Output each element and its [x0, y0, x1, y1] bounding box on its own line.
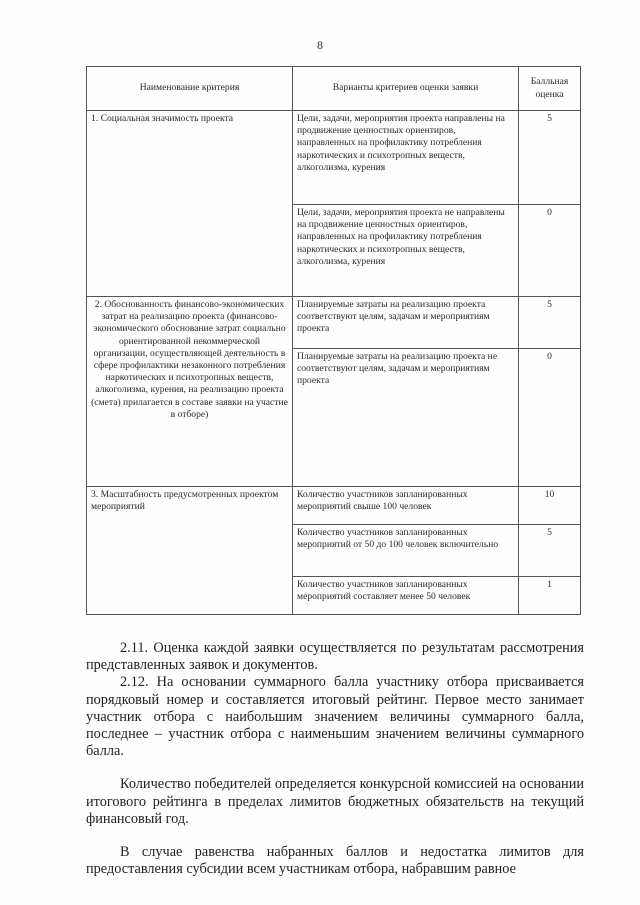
criterion-name: 2. Обоснованность финансово-экономических затрат на реализацию проекта (финансово-экономического обоснование затрат социально ориентированной некоммерческой организации, осуществляющей деятельность в сфере профилактики незаконного потребления наркотических и психотропных веществ, алкоголизма, курения, на реализацию проекта (смета) прилагается в составе заявки на участие в отборе) [87, 297, 293, 487]
table-row [87, 487, 581, 525]
variant-score: 5 [519, 525, 581, 577]
variant-text: Количество участников запланированных мероприятий от 50 до 100 человек включительно [293, 525, 519, 577]
page-number: 8 [317, 38, 323, 52]
variant-score: 5 [519, 111, 581, 205]
variant-score: 0 [519, 205, 581, 297]
variant-text: Количество участников запланированных мероприятий составляет менее 50 человек [293, 577, 519, 615]
table-row [87, 297, 581, 349]
variant-text: Цели, задачи, мероприятия проекта направлены на продвижение ценностных ориентиров, направленных на профилактику потребления наркотических и психотропных веществ, алкоголизма, курения [293, 111, 519, 205]
variant-text: Количество участников запланированных мероприятий свыше 100 человек [293, 487, 519, 525]
table-header-row [87, 67, 581, 111]
header-score: Балльная оценка [519, 67, 581, 111]
paragraph-tie: В случае равенства набранных баллов и недостатка лимитов для предоставления субсидии всем участникам отбора, набравшим равное [86, 844, 584, 878]
criteria-table [86, 66, 581, 615]
criterion-name: 3. Масштабность предусмотренных проектом мероприятий [87, 487, 293, 615]
variant-score: 5 [519, 297, 581, 349]
table-row [87, 111, 581, 205]
variant-text: Планируемые затраты на реализацию проекта соответствуют целям, задачам и мероприятиям проекта [293, 297, 519, 349]
variant-score: 1 [519, 577, 581, 615]
paragraph-winners: Количество победителей определяется конкурсной комиссией на основании итогового рейтинга в пределах лимитов бюджетных обязательств на текущий финансовый год. [86, 776, 584, 827]
variant-text: Цели, задачи, мероприятия проекта не направлены на продвижение ценностных ориентиров, направленных на профилактику потребления наркотических и психотропных веществ, алкоголизма, курения [293, 205, 519, 297]
variant-text: Планируемые затраты на реализацию проекта не соответствуют целям, задачам и мероприятиям проекта [293, 349, 519, 487]
variant-score: 0 [519, 349, 581, 487]
criterion-name: 1. Социальная значимость проекта [87, 111, 293, 297]
header-variants: Варианты критериев оценки заявки [293, 67, 519, 111]
paragraph-2-12: 2.12. На основании суммарного балла участнику отбора присваивается порядковый номер и составляется итоговый рейтинг. Первое место занимает участник отбора с наибольшим значением величины суммарного балла, последнее – участник отбора с наименьшим значением величины суммарного балла. [86, 674, 584, 760]
variant-score: 10 [519, 487, 581, 525]
paragraph-2-11: 2.11. Оценка каждой заявки осуществляется по результатам рассмотрения представленных заявок и документов. [86, 640, 584, 674]
header-criterion: Наименование критерия [87, 67, 293, 111]
body-text [86, 640, 584, 878]
